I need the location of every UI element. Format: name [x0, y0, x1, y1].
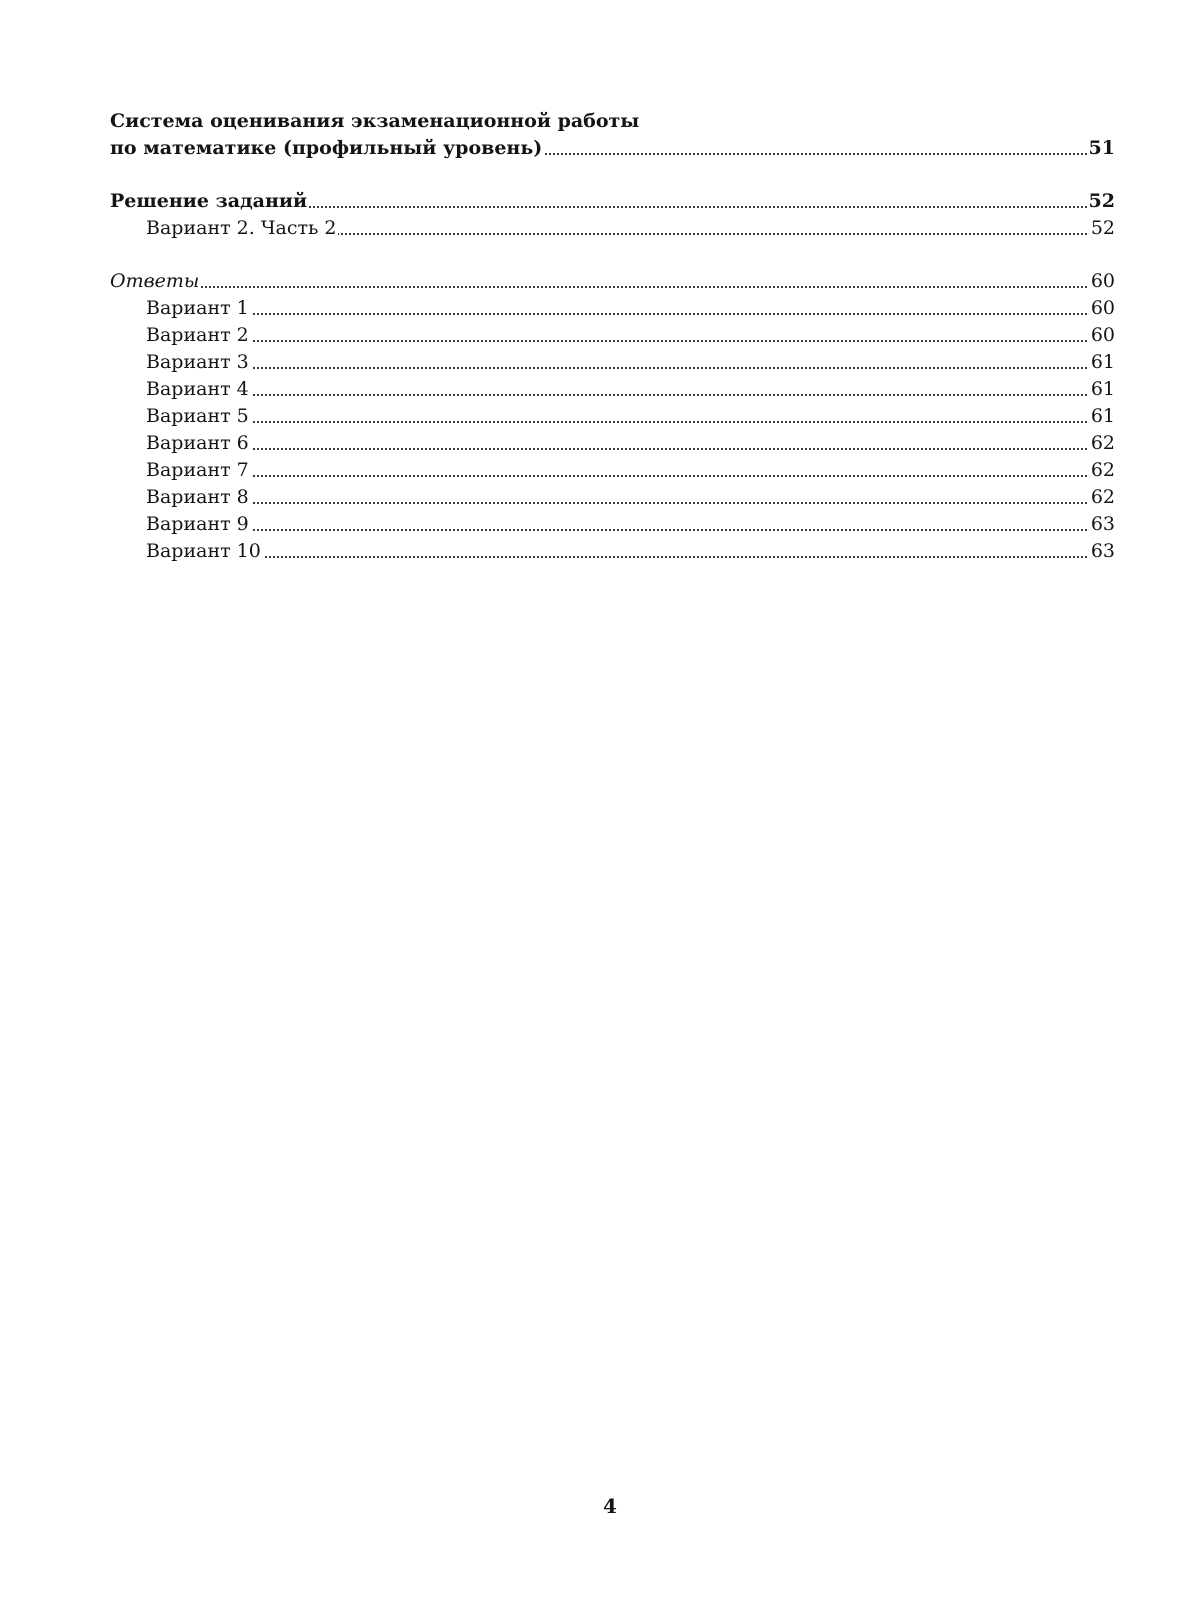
toc-subentry-answers-variant-3 — [110, 349, 1115, 376]
toc-subentry-solutions-variant-2 — [110, 215, 1115, 242]
toc-entry-label: Вариант 3 — [146, 351, 249, 373]
toc-heading-grading-line1: Система оценивания экзаменационной работы — [110, 110, 640, 132]
toc-entry-label: Вариант 8 — [146, 486, 249, 508]
toc-entry-page: 62 — [1089, 457, 1115, 484]
toc-entry-page: 62 — [1089, 430, 1115, 457]
toc-entry-page: 61 — [1089, 403, 1115, 430]
toc-entry-page: 62 — [1089, 484, 1115, 511]
toc-entry-label: Вариант 2. Часть 2 — [146, 217, 337, 239]
toc-entry-label: Вариант 1 — [146, 297, 249, 319]
dot-leader — [146, 448, 1115, 450]
dot-leader — [146, 502, 1115, 504]
dot-leader — [146, 313, 1115, 315]
toc-subentry-answers-variant-7 — [110, 457, 1115, 484]
page-number: 4 — [603, 1494, 617, 1518]
toc-entry-page: 63 — [1089, 538, 1115, 565]
toc-entry-page: 61 — [1089, 376, 1115, 403]
toc-entry-label: Вариант 9 — [146, 513, 249, 535]
toc-entry-answers — [110, 268, 1115, 295]
table-of-contents — [110, 108, 1115, 565]
toc-subentry-answers-variant-5 — [110, 403, 1115, 430]
toc-subentry-answers-variant-2 — [110, 322, 1115, 349]
toc-entry-label: Вариант 10 — [146, 540, 261, 562]
toc-entry-label: Вариант 6 — [146, 432, 249, 454]
toc-subentry-answers-variant-9 — [110, 511, 1115, 538]
dot-leader — [146, 529, 1115, 531]
toc-entry-label: Вариант 7 — [146, 459, 249, 481]
toc-entry-label: Вариант 5 — [146, 405, 249, 427]
dot-leader — [146, 340, 1115, 342]
toc-entry-label: Вариант 2 — [146, 324, 249, 346]
toc-subentry-answers-variant-4 — [110, 376, 1115, 403]
toc-entry-page: 63 — [1089, 511, 1115, 538]
toc-entry-label: по математике (профильный уровень) — [110, 137, 543, 159]
toc-subentry-answers-variant-8 — [110, 484, 1115, 511]
toc-entry-page: 51 — [1087, 135, 1115, 162]
toc-entry-label: Решение заданий — [110, 190, 308, 212]
toc-entry-label: Ответы — [110, 270, 200, 292]
toc-entry-label: Вариант 4 — [146, 378, 249, 400]
toc-subentry-answers-variant-6 — [110, 430, 1115, 457]
toc-entry-page: 60 — [1089, 295, 1115, 322]
dot-leader — [146, 475, 1115, 477]
dot-leader — [146, 367, 1115, 369]
toc-entry-solutions — [110, 188, 1115, 215]
toc-entry-page: 61 — [1089, 349, 1115, 376]
toc-subentry-answers-variant-10 — [110, 538, 1115, 565]
toc-subentry-answers-variant-1 — [110, 295, 1115, 322]
toc-entry-page: 60 — [1089, 268, 1115, 295]
toc-entry-page: 52 — [1089, 215, 1115, 242]
dot-leader — [110, 286, 1115, 288]
toc-entry-grading — [110, 135, 1115, 162]
dot-leader — [146, 394, 1115, 396]
toc-entry-page: 60 — [1089, 322, 1115, 349]
dot-leader — [146, 421, 1115, 423]
dot-leader — [146, 556, 1115, 558]
toc-entry-page: 52 — [1087, 188, 1115, 215]
